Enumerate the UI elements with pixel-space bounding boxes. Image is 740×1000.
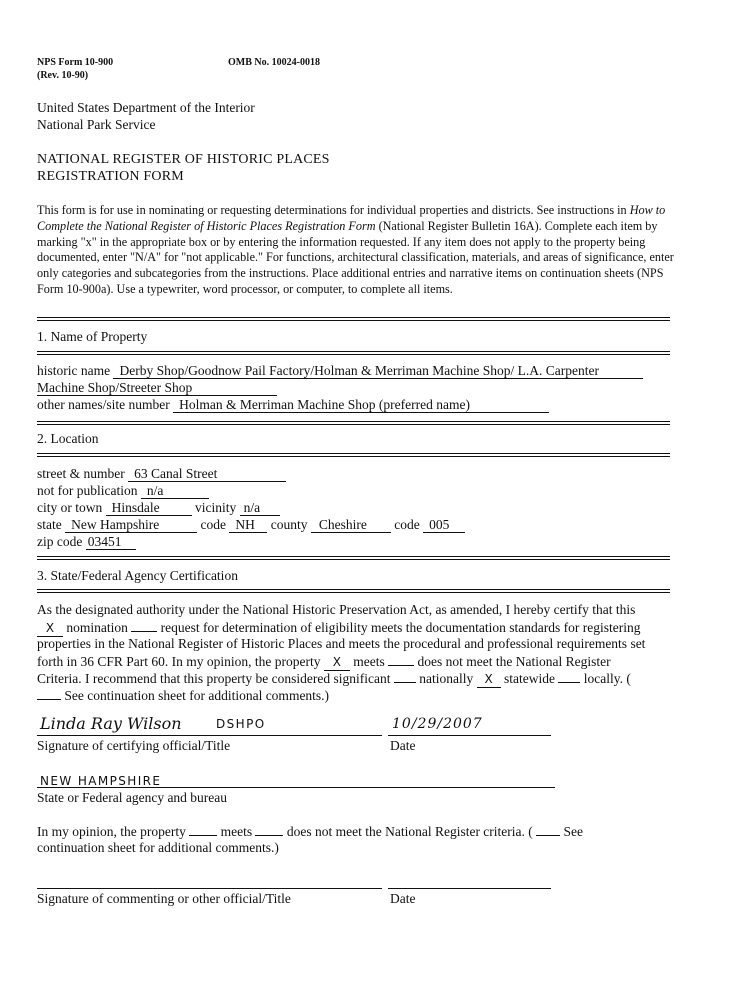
opinion-meets-label: meets (220, 824, 253, 839)
opinion-not-meet-check[interactable] (255, 823, 283, 836)
historic-name-field[interactable]: Derby Shop/Goodnow Pail Factory/Holman & Merriman Machine Shop/ L.A. Carpenter (113, 364, 643, 379)
opinion-line-1 (37, 823, 583, 840)
signature-line[interactable] (37, 735, 382, 736)
section-divider (37, 453, 670, 457)
county-code-field[interactable]: 005 (423, 518, 465, 533)
vicinity-field[interactable]: n/a (240, 501, 280, 516)
significance-text: Criteria. I recommend that this property be considered significant (37, 671, 391, 686)
opinion-not-meet-label: does not meet the National Register criteria. ( (286, 824, 533, 839)
agency-value: NEW HAMPSHIRE (40, 774, 162, 788)
nationally-label: nationally (419, 671, 474, 686)
street-row (37, 466, 286, 482)
county-code-label: code (394, 517, 420, 532)
department-name: United States Department of the Interior (37, 100, 255, 115)
other-names-row (37, 397, 549, 413)
form-id: NPS Form 10-900 (37, 57, 114, 68)
request-text: request for determination of eligibility meets the documentation standards for registering (160, 620, 641, 635)
historic-name-row-2 (37, 380, 277, 396)
certification-line-5 (37, 670, 631, 688)
opinion-line-2: continuation sheet for additional comments.) (37, 840, 279, 855)
historic-name-field-cont[interactable]: Machine Shop/Streeter Shop (37, 381, 277, 396)
section2-heading: 2. Location (37, 431, 99, 446)
opinion-text: forth in 36 CFR Part 60. In my opinion, the property (37, 654, 321, 669)
certification-date: 10/29/2007 (392, 716, 483, 732)
continuation-text: See continuation sheet for additional comments.) (64, 688, 330, 703)
instructions-guide-title: How to Complete the National Register of Historic Places Registration Form (37, 203, 666, 233)
nomination-label: nomination (66, 620, 128, 635)
section-divider (37, 589, 670, 593)
not-meet-label: does not meet the National Register (417, 654, 611, 669)
meets-check[interactable]: X (324, 654, 350, 671)
nomination-check[interactable]: X (37, 620, 63, 637)
instructions-paragraph (37, 203, 692, 298)
service-name: National Park Service (37, 117, 156, 132)
state-code-label: code (200, 517, 226, 532)
county-label: county (270, 517, 308, 532)
locally-label: locally. ( (583, 671, 631, 686)
form-title: NATIONAL REGISTER OF HISTORIC PLACES (37, 152, 330, 167)
section1-heading: 1. Name of Property (37, 329, 148, 344)
statewide-label: statewide (504, 671, 555, 686)
opinion2-text: In my opinion, the property (37, 824, 186, 839)
county-field[interactable]: Cheshire (311, 518, 391, 533)
continuation-check[interactable] (37, 687, 61, 700)
city-row (37, 500, 280, 516)
city-label: city or town (37, 500, 103, 515)
request-check[interactable] (131, 619, 157, 632)
signature-label: Signature of certifying official/Title (37, 738, 231, 753)
zip-label: zip code (37, 534, 83, 549)
city-field[interactable]: Hinsdale (106, 501, 192, 516)
certification-line-1: As the designated authority under the National Historic Preservation Act, as amended, I hereby certify that this (37, 602, 636, 617)
zip-row (37, 534, 136, 550)
certifying-signature: Linda Ray Wilson (40, 714, 182, 733)
other-names-field[interactable]: Holman & Merriman Machine Shop (preferred name) (173, 398, 549, 413)
date-line[interactable] (388, 735, 551, 736)
form-subtitle: REGISTRATION FORM (37, 169, 184, 184)
certification-line-4 (37, 653, 611, 671)
historic-name-row (37, 363, 643, 379)
certification-line-6 (37, 687, 329, 704)
commenting-date-line[interactable] (388, 888, 551, 889)
nationally-check[interactable] (394, 670, 416, 683)
agency-line[interactable] (37, 787, 555, 788)
statewide-check[interactable]: X (477, 671, 501, 688)
opinion-see-label: See (563, 824, 584, 839)
not-for-publication-label: not for publication (37, 483, 138, 498)
vicinity-label: vicinity (195, 500, 237, 515)
historic-name-label: historic name (37, 363, 111, 378)
section3-heading: 3. State/Federal Agency Certification (37, 568, 238, 583)
locally-check[interactable] (558, 670, 580, 683)
omb-number: OMB No. 10024-0018 (228, 57, 320, 68)
form-revision: (Rev. 10-90) (37, 70, 89, 81)
street-field[interactable]: 63 Canal Street (128, 467, 286, 482)
not-for-publication-field[interactable]: n/a (141, 484, 209, 499)
certification-line-3: properties in the National Register of Historic Places and meets the procedural and professional requirements set (37, 636, 646, 651)
not-for-publication-row (37, 483, 209, 499)
commenting-signature-label: Signature of commenting or other official/Title (37, 891, 291, 906)
certifying-title: DSHPO (216, 717, 266, 731)
state-label: state (37, 517, 62, 532)
other-names-label: other names/site number (37, 397, 170, 412)
section-divider (37, 351, 670, 355)
section-divider (37, 317, 670, 321)
opinion-continuation-check[interactable] (536, 823, 560, 836)
meets-label: meets (353, 654, 385, 669)
not-meet-check[interactable] (388, 653, 414, 666)
date-label: Date (390, 738, 416, 753)
state-code-field[interactable]: NH (229, 518, 267, 533)
agency-label: State or Federal agency and bureau (37, 790, 228, 805)
section-divider (37, 421, 670, 425)
state-row (37, 517, 465, 533)
instructions-text-2: (National Register Bulletin 16A). Complete each item by marking "x" in the appropriate box or by entering the information requested. If any item does not apply to the property being documented, enter "N/A" for "not applicable." For functions, architectural classification, materials, and areas of significance, enter only categories and subcategories from the instructions. Place additional entries and narrative items on continuation sheets (NPS Form 10-900a). Use a typewriter, word processor, or computer, to complete all items. (37, 218, 674, 296)
state-field[interactable]: New Hampshire (65, 518, 197, 533)
commenting-signature-line[interactable] (37, 888, 382, 889)
street-label: street & number (37, 466, 125, 481)
certification-line-2 (37, 619, 641, 637)
commenting-date-label: Date (390, 891, 416, 906)
zip-field[interactable]: 03451 (86, 535, 136, 550)
section-divider (37, 556, 670, 560)
opinion-meets-check[interactable] (189, 823, 217, 836)
instructions-text-1: This form is for use in nominating or requesting determinations for individual properties and districts. See instructions in (37, 203, 630, 217)
